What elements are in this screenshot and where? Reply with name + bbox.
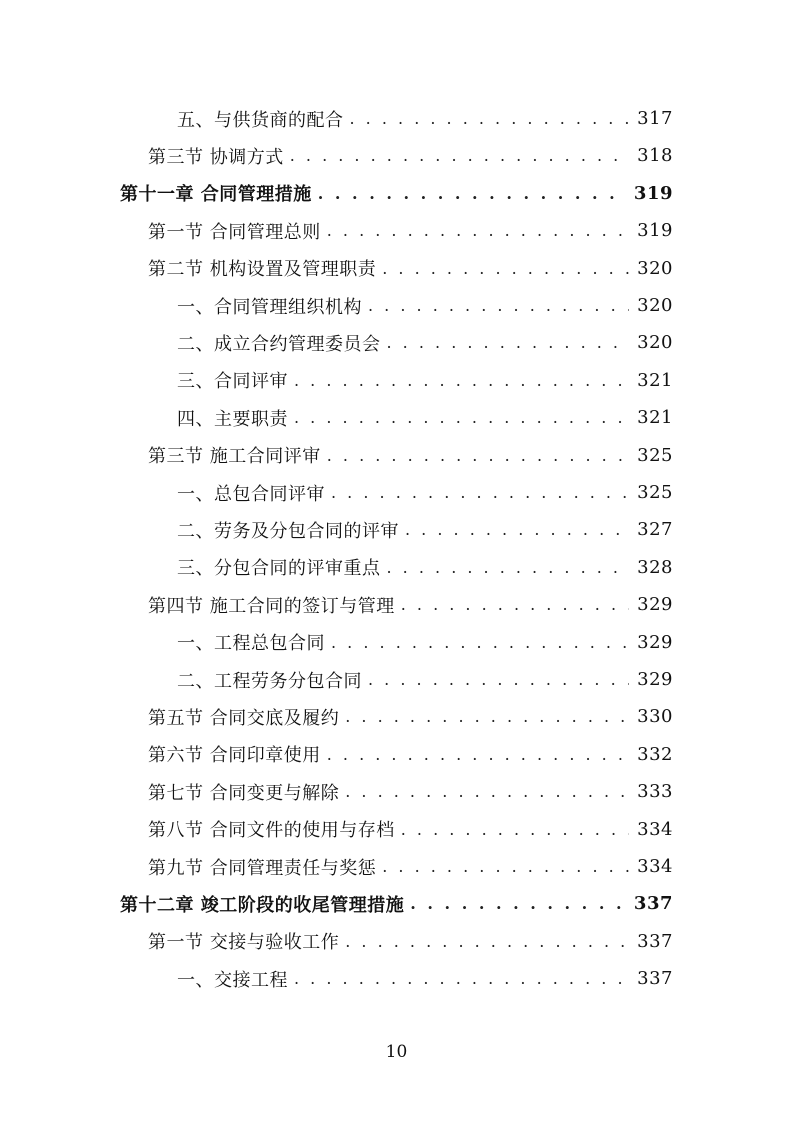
toc-entry-page: 325 <box>637 482 673 503</box>
toc-entry-label: 第三节 施工合同评审 <box>148 446 321 468</box>
toc-entry-label: 第五节 合同交底及履约 <box>148 707 340 729</box>
toc-entry-label: 第四节 施工合同的签订与管理 <box>148 595 395 617</box>
toc-entry-page: 327 <box>637 519 673 541</box>
toc-entry[interactable] <box>148 137 673 174</box>
toc-entry-page: 320 <box>637 295 673 316</box>
dot-leader <box>368 670 629 689</box>
dot-leader <box>345 782 629 801</box>
toc-entry-label: 一、合同管理组织机构 <box>177 296 362 318</box>
dot-leader <box>327 446 629 465</box>
toc-entry[interactable] <box>177 399 673 436</box>
toc-entry[interactable] <box>177 960 673 997</box>
toc-entry-page: 325 <box>637 444 673 466</box>
dot-leader <box>331 633 629 652</box>
toc-entry-label: 第一节 合同管理总则 <box>148 221 321 243</box>
toc-entry-page: 334 <box>637 818 673 840</box>
toc-entry-page: 318 <box>637 145 673 167</box>
dot-leader <box>368 296 629 315</box>
dot-leader <box>382 259 629 278</box>
dot-leader <box>327 745 629 764</box>
dot-leader <box>294 408 629 427</box>
toc-entry-label: 二、成立合约管理委员会 <box>177 333 381 355</box>
dot-leader <box>290 146 629 165</box>
toc-entry[interactable] <box>177 100 673 137</box>
toc-entry[interactable] <box>177 624 673 661</box>
toc-entry-label: 第六节 合同印章使用 <box>148 745 321 767</box>
toc-entry[interactable] <box>148 698 673 735</box>
toc-entry-page: 337 <box>637 968 673 990</box>
toc-entry[interactable] <box>177 324 673 361</box>
toc-entry-label: 第八节 合同文件的使用与存档 <box>148 820 395 842</box>
dot-leader <box>331 483 629 502</box>
toc-entry-page: 329 <box>637 594 673 616</box>
toc-entry-label: 三、分包合同的评审重点 <box>177 558 381 580</box>
dot-leader <box>405 520 629 539</box>
toc-entry[interactable] <box>148 923 673 960</box>
page-number: 10 <box>385 1042 408 1062</box>
toc-entry[interactable] <box>148 773 673 810</box>
toc-entry-label: 第十二章 竣工阶段的收尾管理措施 <box>120 894 405 916</box>
toc-entry-label: 五、与供货商的配合 <box>177 109 344 131</box>
toc-entry[interactable] <box>177 661 673 698</box>
toc-entry-label: 第三节 协调方式 <box>148 146 284 168</box>
toc-entry-label: 一、交接工程 <box>177 969 288 991</box>
toc-entry-page: 321 <box>637 369 673 391</box>
toc-entry-page: 319 <box>633 182 673 204</box>
dot-leader <box>294 371 629 390</box>
toc-entry-page: 320 <box>637 332 673 354</box>
toc-entry-label: 第十一章 合同管理措施 <box>120 184 312 206</box>
dot-leader <box>401 595 629 614</box>
toc-entry-label: 一、总包合同评审 <box>177 483 325 505</box>
toc-entry-page: 333 <box>637 781 673 803</box>
dot-leader <box>345 707 629 726</box>
dot-leader <box>294 969 629 988</box>
toc-entry-page: 329 <box>637 669 673 690</box>
toc-entry[interactable] <box>177 511 673 548</box>
toc-entry[interactable] <box>177 549 673 586</box>
dot-leader <box>350 109 630 128</box>
toc-entry[interactable] <box>177 474 673 511</box>
toc-entry-page: 321 <box>637 407 673 429</box>
dot-leader <box>382 857 629 876</box>
toc-entry-page: 329 <box>637 631 673 653</box>
toc-entry[interactable] <box>120 175 673 212</box>
toc-entry-page: 328 <box>637 556 673 578</box>
toc-entry-label: 第九节 合同管理责任与奖惩 <box>148 857 377 879</box>
toc-entry[interactable] <box>148 848 673 885</box>
toc-entry-label: 第二节 机构设置及管理职责 <box>148 259 377 281</box>
dot-leader <box>318 184 626 203</box>
toc-entry-label: 第一节 交接与验收工作 <box>148 932 340 954</box>
toc-entry-label: 二、工程劳务分包合同 <box>177 670 362 692</box>
dot-leader <box>387 333 630 352</box>
dot-leader <box>387 558 630 577</box>
dot-leader <box>410 894 626 913</box>
toc-entry-page: 332 <box>637 743 673 765</box>
toc-entry-label: 第七节 合同变更与解除 <box>148 782 340 804</box>
dot-leader <box>345 932 629 951</box>
toc-entry[interactable] <box>148 811 673 848</box>
toc-entry-label: 四、主要职责 <box>177 408 288 430</box>
toc-entry[interactable] <box>148 212 673 249</box>
toc-entry[interactable] <box>148 586 673 623</box>
toc-entry-page: 320 <box>637 257 673 279</box>
toc-entry-page: 330 <box>637 706 673 728</box>
toc-entry-label: 二、劳务及分包合同的评审 <box>177 520 399 542</box>
toc-entry[interactable] <box>120 885 673 922</box>
dot-leader <box>401 820 629 839</box>
toc-entry-page: 337 <box>633 893 673 915</box>
toc-entry-label: 三、合同评审 <box>177 371 288 393</box>
toc-entry[interactable] <box>148 736 673 773</box>
toc-entry-page: 337 <box>637 930 673 952</box>
toc-entry[interactable] <box>177 362 673 399</box>
toc-entry[interactable] <box>177 287 673 324</box>
toc-entry-page: 319 <box>637 220 673 242</box>
toc-entry-page: 334 <box>637 856 673 877</box>
toc-entry-page: 317 <box>637 108 673 129</box>
toc-entry-label: 一、工程总包合同 <box>177 633 325 655</box>
dot-leader <box>327 221 629 240</box>
toc-entry[interactable] <box>148 250 673 287</box>
toc-entry[interactable] <box>148 437 673 474</box>
